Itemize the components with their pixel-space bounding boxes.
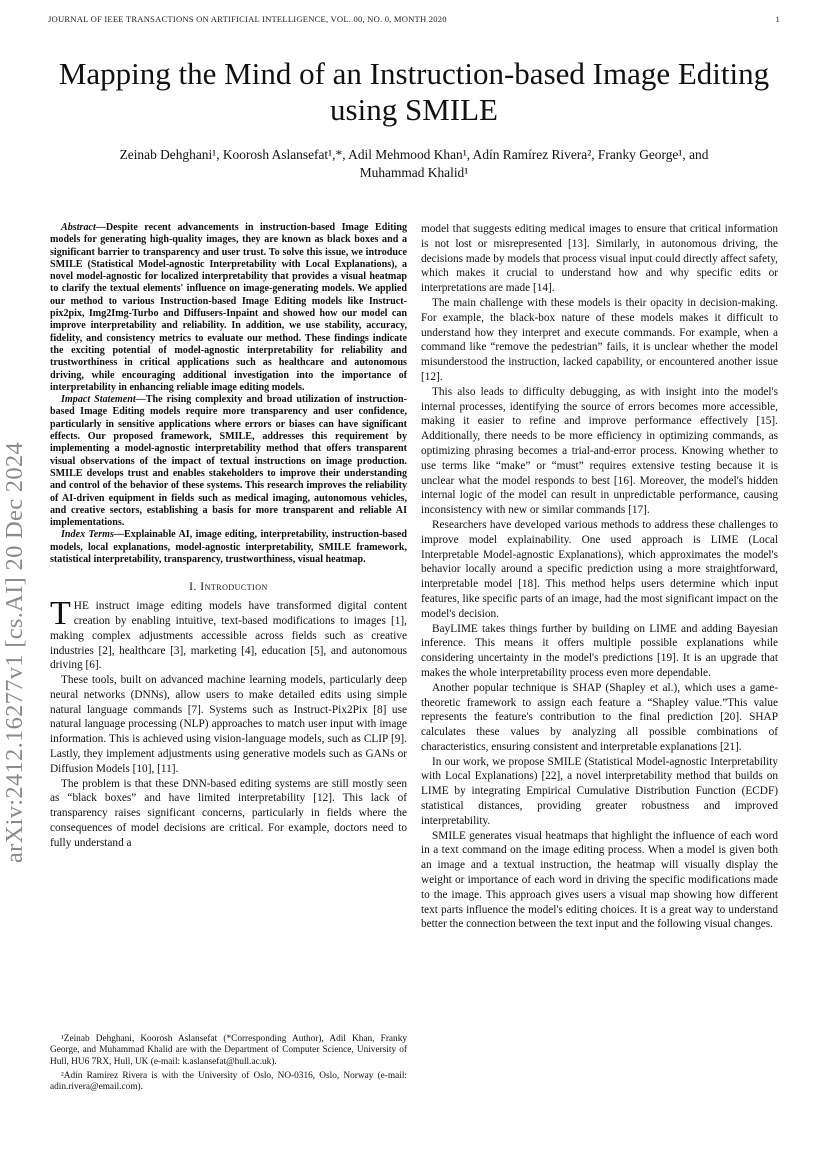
right-paragraph-4: Researchers have developed various methods to address these challenges to improve model explainability. One used approach is LIME (Local Interpretable Model-agnostic Explanations), which approximates the model's behavior locally around a specific prediction using a more straightforward, interpretable model [18]. This method helps users determine which input features, like specific parts of an image, had the most significant impact on the model's decision. xyxy=(421,518,778,620)
arxiv-watermark: arXiv:2412.16277v1 [cs.AI] 20 Dec 2024 xyxy=(1,441,28,863)
right-column xyxy=(421,222,778,932)
right-paragraph-6: Another popular technique is SHAP (Shapley et al.), which uses a game-theoretic framework to assign each feature a “Shapley value.”This value represents the feature's contribution to the final prediction [20]. SHAP calculates these values by analyzing all possible combinations of characteristics, ensuring consistent and interpretable explanations [21]. xyxy=(421,681,778,753)
author-list xyxy=(60,146,768,182)
right-paragraph-3: This also leads to difficulty debugging, as with insight into the model's internal processes, identifying the source of errors becomes more accessible, making it easier to refine and improve performance effectively [15]. Additionally, there needs to be more efficiency in optimizing commands, as optimizing phrasing becomes a trial-and-error process. Knowing whether to use terms like “make” or “must” requires extensive testing because it is unclear what the model responds to best [16]. Moreover, the model's hidden internal logic of the model can result in unpredictable performance, causing inconsistency with new or similar commands [17]. xyxy=(421,385,778,517)
left-column xyxy=(50,222,407,851)
right-paragraph-7: In our work, we propose SMILE (Statistical Model-agnostic Interpretability with Local Explanations) [22], a novel interpretability method that builds on LIME by integrating Empirical Cumulative Distribution Function (ECDF) statistical distances, providing greater robustness and improved interpretability. xyxy=(421,755,778,827)
abstract-text: Despite recent advancements in instruction-based Image Editing models for generating high-quality images, they are known as black boxes and a significant barrier to transparency and user trust. To solve this issue, we introduce SMILE (Statistical Model-agnostic Interpretability with Local Explanations), a novel model-agnostic for localized interpretability that provides a visual heatmap to clarify the textual elements' influence on image-generating models. We applied our method to various Instruction-based Image Editing models like Instruct-pix2pix, Img2Img-Turbo and Diffusers-Inpaint and showed how our model can improve interpretability and reliability. In addition, we use stability, accuracy, fidelity, and consistency metrics to evaluate our method. These findings indicate the exciting potential of model-agnostic interpretability for reliability and trustworthiness in critical applications such as healthcare and autonomous driving, while encouraging additional investigation into the importance of interpretability in enhancing reliable image editing models. xyxy=(50,222,407,393)
footnotes xyxy=(50,1034,407,1096)
index-terms-label: Index Terms— xyxy=(61,529,125,541)
intro-paragraph-1 xyxy=(50,595,407,673)
right-paragraph-2: The main challenge with these models is their opacity in decision-making. For example, the black-box nature of these models makes it difficult to understand how they interpret and execute commands. For example, when a command like “remove the pedestrian” fails, it is unclear whether the model misunderstood the instruction, lacked capability, or encountered another issue [12]. xyxy=(421,296,778,383)
impact-text: The rising complexity and broad utilization of instruction-based Image Editing models require more transparency and user confidence, particularly in sensitive applications where errors or biases can have significant effects. Our proposed framework, SMILE, addresses this requirement by implementing a model-agnostic interpretability method that offers transparent visual observations of the impact of textual instructions on image production. SMILE develops trust and enables stakeholders to improve their understanding and control of the behavior of these systems. This research improves the reliability of AI-driven equipment in fields such as medical imaging, autonomous vehicles, and creative sectors, establishing a basis for more transparent and reliable AI implementations. xyxy=(50,394,407,529)
footnote-1: ¹Zeinab Dehghani, Koorosh Aslansefat (*Corresponding Author), Adil Khan, Franky George, and Muhammad Khalid are with the Department of Computer Science, University of Hull, HU6 7RX, Hull, UK (e-mail: k.aslansefat@hull.ac.uk). xyxy=(50,1034,407,1067)
right-paragraph-5: BayLIME takes things further by building on LIME and adding Bayesian inference. This means it offers multiple possible explanations while considering uncertainty in the model's predictions [19]. It is an upgrade that makes the whole interpretability process even more dependable. xyxy=(421,622,778,679)
section-title: Introduction xyxy=(200,581,268,594)
author-line-2: Muhammad Khalid¹ xyxy=(359,165,469,180)
journal-name: JOURNAL OF IEEE TRANSACTIONS ON ARTIFICIAL INTELLIGENCE, VOL. 00, NO. 0, MONTH 2020 xyxy=(48,14,447,24)
index-terms-text: Explainable AI, image editing, interpretability, instruction-based models, local explanations, model-agnostic interpretability, SMILE framework, statistical interpretability, transparency, trustworthiness, visual heatmap. xyxy=(50,529,407,566)
impact-statement xyxy=(50,394,407,529)
intro-paragraph-3: The problem is that these DNN-based editing systems are still mostly seen as “black boxes” and have limited interpretability [12]. This lack of transparency raises significant concerns, particularly in fields where the consequences of model decisions are critical. For example, doctors need to fully understand a xyxy=(50,777,407,849)
section-heading-introduction xyxy=(50,580,407,595)
right-paragraph-1: model that suggests editing medical images to ensure that critical information is not lost or misrepresented [13]. Similarly, in autonomous driving, the decisions made by models that process visual input could directly affect safety, which makes it crucial to understand how and why specific edits or interpretations are made [14]. xyxy=(421,223,778,295)
author-line-1: Zeinab Dehghani¹, Koorosh Aslansefat¹,*, Adil Mehmood Khan¹, Adín Ramírez Rivera², Franky George¹, and xyxy=(119,147,709,162)
section-number: I. xyxy=(189,581,201,594)
abstract-label: Abstract— xyxy=(61,222,106,233)
right-paragraph-8: SMILE generates visual heatmaps that highlight the influence of each word in a text command on the image editing process. When a model is given both an image and a textual instruction, the heatmap will visually display the weight or importance of each word in driving the specific modifications made to the image. This approach gives users a visual map showing how different text parts influence the model's editing choices. It is a great way to understand better the connection between the text input and the following visual changes. xyxy=(421,829,778,931)
index-terms xyxy=(50,529,407,566)
impact-label: Impact Statement— xyxy=(61,394,146,406)
intro-paragraph-1-text: HE instruct image editing models have transformed digital content creation by enabling intuitive, text-based modifications to images [1], making complex adjustments accessible across fields such as creative industries [2], healthcare [3], marketing [4], education [5], and autonomous driving [6]. xyxy=(50,600,407,672)
drop-cap: T xyxy=(50,595,71,633)
intro-paragraph-2: These tools, built on advanced machine learning models, particularly deep neural networks (DNNs), allow users to make detailed edits using simple natural language commands [7]. Systems such as Instruct-Pix2Pix [8] use natural language processing (NLP) approaches to match user input with image information. This is achieved using vision-language models, such as CLIP [9]. Lastly, they implement adjustments using generative models such as GANs or Diffusion Models [10], [11]. xyxy=(50,674,407,775)
page-number: 1 xyxy=(775,14,780,24)
paper-title: Mapping the Mind of an Instruction-based Image Editing using SMILE xyxy=(58,56,770,127)
abstract xyxy=(50,222,407,394)
running-header xyxy=(48,14,780,24)
footnote-2: ²Adín Ramírez Rivera is with the University of Oslo, NO-0316, Oslo, Norway (e-mail: adin.rivera@email.com). xyxy=(50,1070,407,1093)
